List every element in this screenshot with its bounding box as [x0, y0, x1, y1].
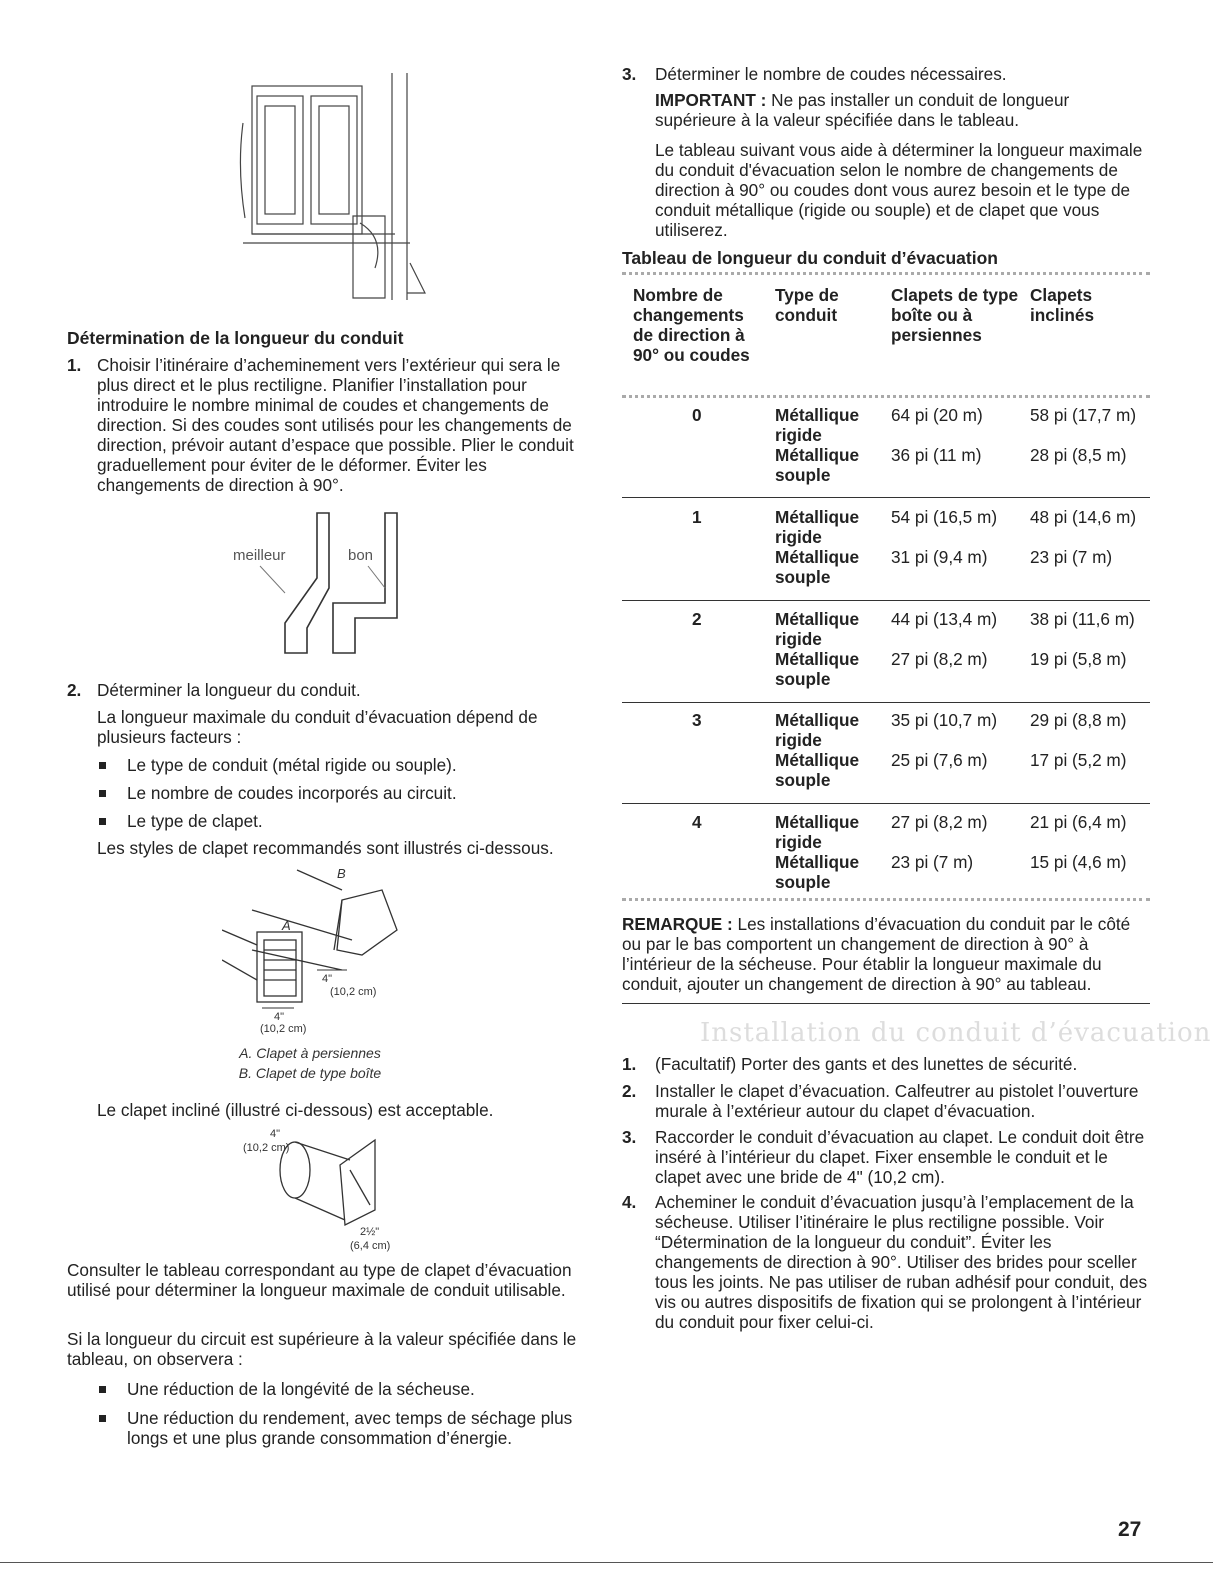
- bullet-icon: [99, 790, 106, 797]
- table-cell: 0: [692, 405, 702, 425]
- table-cell: Métallique souple: [775, 445, 860, 485]
- table-cell: Métallique souple: [775, 852, 860, 892]
- list-item: Une réduction du rendement, avec temps de séchage plus longs et une plus grande consommation d’énergie.: [127, 1408, 573, 1448]
- table-cell: 35 pi (10,7 m): [891, 710, 998, 730]
- section-divider: [622, 1003, 1150, 1004]
- column-header: Type de conduit: [775, 285, 839, 325]
- section-title: Installation du conduit d’évacuation: [700, 1018, 1212, 1048]
- step-number: 1.: [67, 355, 82, 375]
- step-number: 3.: [622, 64, 637, 84]
- table-cell: 23 pi (7 m): [891, 852, 974, 872]
- column-header: Clapets de type boîte ou à persiennes: [891, 285, 1019, 345]
- remark-note: [622, 914, 1150, 994]
- step-text: Raccorder le conduit d’évacuation au clapet. Le conduit doit être inséré à l’intérieur du clapet. Fixer ensemble le conduit et le clapet avec une bride de 4" (10,2 cm).: [655, 1127, 1145, 1187]
- elbow-illustration: [225, 508, 425, 663]
- dim-label: (10,2 cm): [260, 1023, 307, 1035]
- step-number: 4.: [622, 1192, 637, 1212]
- table-top-border: [622, 272, 1150, 275]
- important-label: IMPORTANT :: [655, 90, 767, 110]
- page-number: 27: [1118, 1518, 1142, 1541]
- table-cell: 23 pi (7 m): [1030, 547, 1113, 567]
- table-cell: 1: [692, 507, 702, 527]
- table-cell: 3: [692, 710, 702, 730]
- table-cell: 28 pi (8,5 m): [1030, 445, 1127, 465]
- table-cell: 58 pi (17,7 m): [1030, 405, 1137, 425]
- paragraph: Le tableau suivant vous aide à déterminer la longueur maximale du conduit d'évacuation selon le nombre de changements de direction à 90° ou coudes dont vous aurez besoin et le type de conduit métallique (rigide ou souple) et de clapet que vous utiliserez.: [655, 140, 1143, 240]
- step-number: 2.: [622, 1081, 637, 1101]
- angled-vent-illustration: [235, 1125, 410, 1255]
- table-cell: Métallique souple: [775, 649, 860, 689]
- table-cell: 29 pi (8,8 m): [1030, 710, 1127, 730]
- best-label: meilleur: [233, 547, 286, 564]
- column-header: Clapets inclinés: [1030, 285, 1094, 325]
- page-bottom-rule: [0, 1562, 1213, 1563]
- dim-label: 4": [322, 973, 333, 985]
- important-text: Ne pas installer un conduit de longueur supérieure à la valeur spécifiée dans le tableau.: [655, 90, 1070, 130]
- table-cell: Métallique souple: [775, 750, 860, 790]
- table-cell: 19 pi (5,8 m): [1030, 649, 1127, 669]
- label-a: A: [282, 918, 291, 933]
- section-heading: Détermination de la longueur du conduit: [67, 328, 404, 348]
- table-cell: 4: [692, 812, 702, 832]
- dim-label: 4": [270, 1128, 281, 1140]
- dim-label: 4": [274, 1011, 285, 1023]
- table-cell: 25 pi (7,6 m): [891, 750, 988, 770]
- table-cell: 31 pi (9,4 m): [891, 547, 988, 567]
- step-text: Installer le clapet d’évacuation. Calfeutrer au pistolet l’ouverture murale à l’extérieur autour du clapet d’évacuation.: [655, 1081, 1139, 1121]
- good-label: bon: [348, 547, 374, 564]
- dim-label: 2½": [360, 1226, 380, 1238]
- row-divider: [622, 600, 1150, 601]
- list-item: Le type de clapet.: [127, 811, 263, 831]
- paragraph: Consulter le tableau correspondant au type de clapet d’évacuation utilisé pour déterminer la longueur maximale de conduit utilisable.: [67, 1260, 572, 1300]
- table-cell: 64 pi (20 m): [891, 405, 983, 425]
- list-item: Le nombre de coudes incorporés au circuit.: [127, 783, 457, 803]
- figure-caption: B. Clapet de type boîte: [238, 1065, 382, 1081]
- table-cell: 21 pi (6,4 m): [1030, 812, 1127, 832]
- paragraph: Les styles de clapet recommandés sont illustrés ci-dessous.: [97, 838, 554, 858]
- table-cell: 48 pi (14,6 m): [1030, 507, 1137, 527]
- step-text: Déterminer la longueur du conduit.: [97, 680, 361, 700]
- step-text: Choisir l’itinéraire d’acheminement vers l’extérieur qui sera le plus direct et le plus rectiligne. Planifier l’installation pour introduire le nombre minimal de coudes et changements de direction. Si des coudes sont utilisés pour les changements de direction, prévoir autant d’espace que possible. Plier le conduit graduellement pour éviter de le déformer. Éviter les changements de direction à 90°.: [97, 355, 574, 495]
- important-note: [655, 90, 1155, 130]
- paragraph: Si la longueur du circuit est supérieure à la valeur spécifiée dans le tableau, on observera :: [67, 1329, 577, 1369]
- paragraph: La longueur maximale du conduit d’évacuation dépend de plusieurs facteurs :: [97, 707, 538, 747]
- bullet-icon: [99, 818, 106, 825]
- remark-label: REMARQUE :: [622, 914, 733, 934]
- table-cell: Métallique souple: [775, 547, 860, 587]
- table-cell: 17 pi (5,2 m): [1030, 750, 1127, 770]
- list-item: Une réduction de la longévité de la sécheuse.: [127, 1379, 475, 1399]
- table-bottom-border: [622, 898, 1150, 901]
- figure-caption: A. Clapet à persiennes: [239, 1045, 381, 1061]
- table-cell: Métallique rigide: [775, 405, 860, 445]
- row-divider: [622, 497, 1150, 498]
- row-divider: [622, 702, 1150, 703]
- table-cell: 27 pi (8,2 m): [891, 812, 988, 832]
- column-header: Nombre de changements de direction à 90° ou coudes: [633, 285, 750, 365]
- table-cell: 15 pi (4,6 m): [1030, 852, 1127, 872]
- table-cell: 38 pi (11,6 m): [1030, 609, 1135, 629]
- vent-hoods-illustration: [222, 860, 442, 1035]
- table-cell: 36 pi (11 m): [891, 445, 982, 465]
- dim-label: (10,2 cm): [330, 986, 377, 998]
- table-cell: Métallique rigide: [775, 812, 860, 852]
- step-text: (Facultatif) Porter des gants et des lunettes de sécurité.: [655, 1054, 1078, 1074]
- header-border: [622, 395, 1150, 398]
- table-cell: 2: [692, 609, 702, 629]
- label-b: B: [337, 866, 346, 881]
- table-cell: Métallique rigide: [775, 710, 860, 750]
- row-divider: [622, 803, 1150, 804]
- table-cell: 44 pi (13,4 m): [891, 609, 998, 629]
- step-number: 2.: [67, 680, 82, 700]
- table-title: Tableau de longueur du conduit d’évacuation: [622, 248, 998, 268]
- step-number: 3.: [622, 1127, 637, 1147]
- table-cell: Métallique rigide: [775, 609, 860, 649]
- remark-text: Les installations d’évacuation du conduit par le côté ou par le bas comportent un changement de direction à 90° à l’intérieur de la sécheuse. Pour établir la longueur maximale du conduit, ajouter un changement de direction à 90° au tableau.: [622, 914, 1131, 994]
- table-cell: 27 pi (8,2 m): [891, 649, 988, 669]
- dim-label: (6,4 cm): [350, 1240, 391, 1252]
- bullet-icon: [99, 1386, 106, 1393]
- paragraph: Le clapet incliné (illustré ci-dessous) est acceptable.: [97, 1100, 494, 1120]
- step-number: 1.: [622, 1054, 637, 1074]
- bullet-icon: [99, 1415, 106, 1422]
- list-item: Le type de conduit (métal rigide ou souple).: [127, 755, 457, 775]
- step-text: Déterminer le nombre de coudes nécessaires.: [655, 64, 1007, 84]
- dim-label: (10,2 cm): [243, 1142, 290, 1154]
- dryer-vent-illustration: [235, 68, 435, 303]
- step-text: Acheminer le conduit d’évacuation jusqu’à l’emplacement de la sécheuse. Utiliser l’itinéraire le plus rectiligne possible. Voir “Détermination de la longueur du conduit”. Éviter les changements de direction à 90°. Utiliser des brides pour sceller tous les joints. Ne pas utiliser de ruban adhésif pour conduit, des vis ou autres dispositifs de fixation qui se prolongent à l’intérieur du conduit pour fixer celui-ci.: [655, 1192, 1148, 1332]
- bullet-icon: [99, 762, 106, 769]
- table-cell: 54 pi (16,5 m): [891, 507, 998, 527]
- table-cell: Métallique rigide: [775, 507, 860, 547]
